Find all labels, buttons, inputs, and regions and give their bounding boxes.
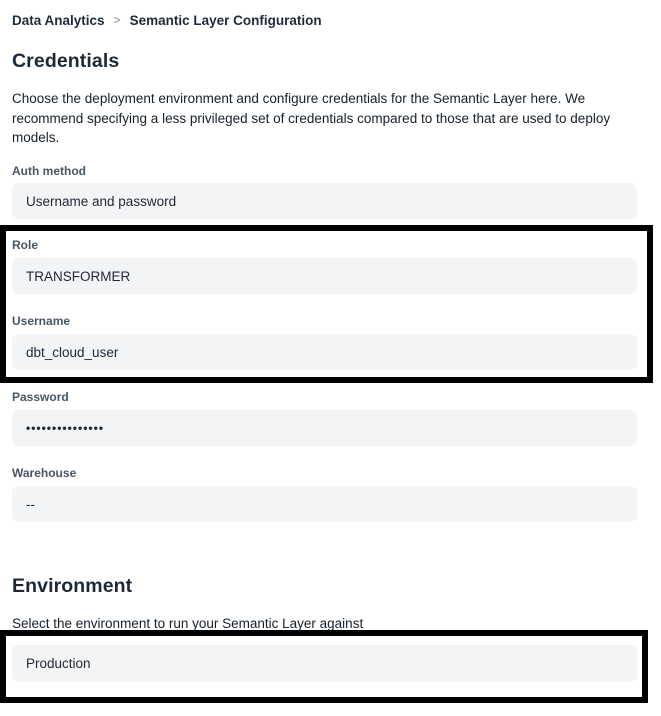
password-masked-value: ••••••••••••••• (26, 421, 105, 435)
warehouse-input[interactable] (12, 486, 637, 522)
credentials-section-title: Credentials (12, 50, 120, 72)
auth-method-label: Auth method (12, 164, 86, 178)
breadcrumb-item-data-analytics[interactable]: Data Analytics (12, 13, 105, 28)
password-input[interactable] (12, 410, 637, 446)
role-value: TRANSFORMER (26, 268, 131, 284)
password-label: Password (12, 390, 69, 404)
auth-method-select[interactable] (12, 183, 637, 219)
environment-section-title: Environment (12, 575, 133, 597)
auth-method-value: Username and password (26, 193, 177, 209)
username-input[interactable] (12, 334, 637, 370)
username-label: Username (12, 314, 71, 328)
chevron-right-icon: > (113, 12, 121, 27)
role-input[interactable] (12, 258, 637, 294)
environment-description: Select the environment to run your Semantic Layer against (12, 616, 364, 631)
username-value: dbt_cloud_user (26, 344, 119, 360)
breadcrumb-item-semantic-layer-configuration: Semantic Layer Configuration (129, 13, 322, 28)
warehouse-value: -- (26, 496, 35, 512)
environment-value: Production (26, 656, 91, 671)
environment-select[interactable] (12, 645, 637, 682)
breadcrumb (12, 13, 322, 28)
credentials-description: Choose the deployment environment and configure credentials for the Semantic Layer here. We recommend specifying a less privileged set of credentials compared to those that are used to deploy models. (12, 91, 611, 145)
warehouse-label: Warehouse (12, 466, 77, 480)
role-label: Role (12, 238, 39, 252)
